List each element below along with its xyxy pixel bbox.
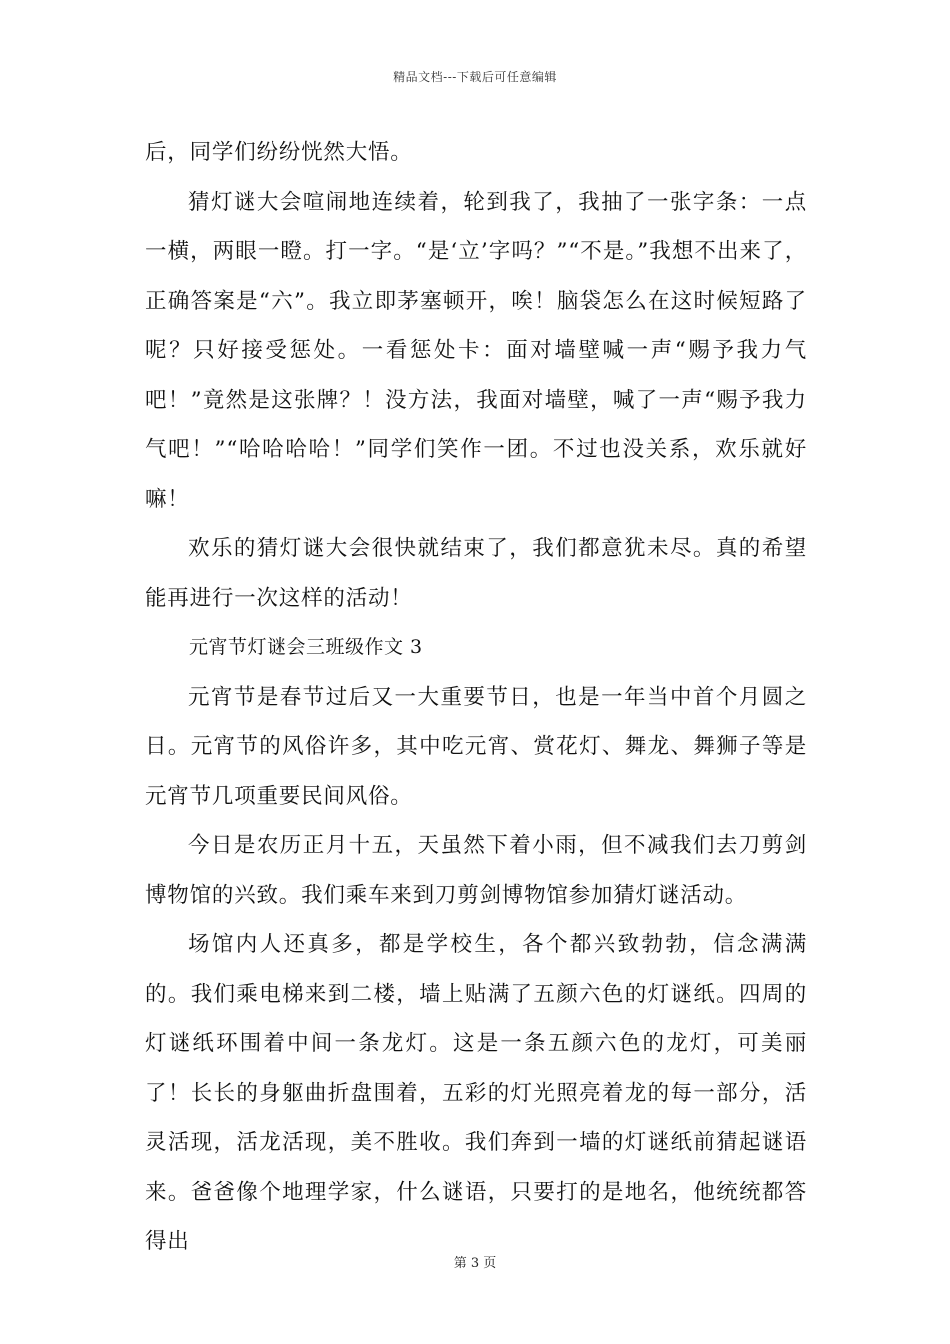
section-heading: 元宵节灯谜会三班级作文 3 (189, 636, 423, 658)
document-body (145, 128, 807, 1267)
paragraph-1: 后，同学们纷纷恍然大悟。 (145, 140, 413, 165)
page-number: 第 3 页 (453, 1256, 497, 1271)
paragraph-6: 场馆内人还真多，都是学校生，各个都兴致勃勃，信念满满的。我们乘电梯来到二楼，墙上贴满了五颜六色的灯谜纸。四周的灯谜纸环围着中间一条龙灯。这是一条五颜六色的龙灯，可美丽了！长长的身躯曲折盘围着，五彩的灯光照亮着龙的每一部分，活灵活现，活龙活现，美不胜收。我们奔到一墙的灯谜纸前猜起谜语来。爸爸像个地理学家，什么谜语，只要打的是地名，他统统都答得出 (145, 932, 807, 1254)
paragraph-2: 猜灯谜大会喧闹地连续着，轮到我了，我抽了一张字条：一点一横，两眼一瞪。打一字。“是‘立’字吗？”“不是。”我想不出来了，正确答案是“六”。我立即茅塞顿开，唉！脑袋怎么在这时候短路了呢？只好接受惩处。一看惩处卡：面对墙壁喊一声“赐予我力气吧！”竟然是这张牌？！没方法，我面对墙壁，喊了一声“赐予我力气吧！”“哈哈哈哈！”同学们笑作一团。不过也没关系，欢乐就好嘛！ (145, 189, 807, 512)
paragraph-5: 今日是农历正月十五，天虽然下着小雨，但不减我们去刀剪剑博物馆的兴致。我们乘车来到刀剪剑博物馆参加猜灯谜活动。 (145, 833, 807, 908)
page-header: 精品文档---下载后可任意编辑 (393, 70, 557, 84)
paragraph-4: 元宵节是春节过后又一大重要节日，也是一年当中首个月圆之日。元宵节的风俗许多，其中吃元宵、赏花灯、舞龙、舞狮子等是元宵节几项重要民间风俗。 (145, 684, 807, 809)
paragraph-3: 欢乐的猜灯谜大会很快就结束了，我们都意犹未尽。真的希望能再进行一次这样的活动！ (145, 536, 807, 611)
